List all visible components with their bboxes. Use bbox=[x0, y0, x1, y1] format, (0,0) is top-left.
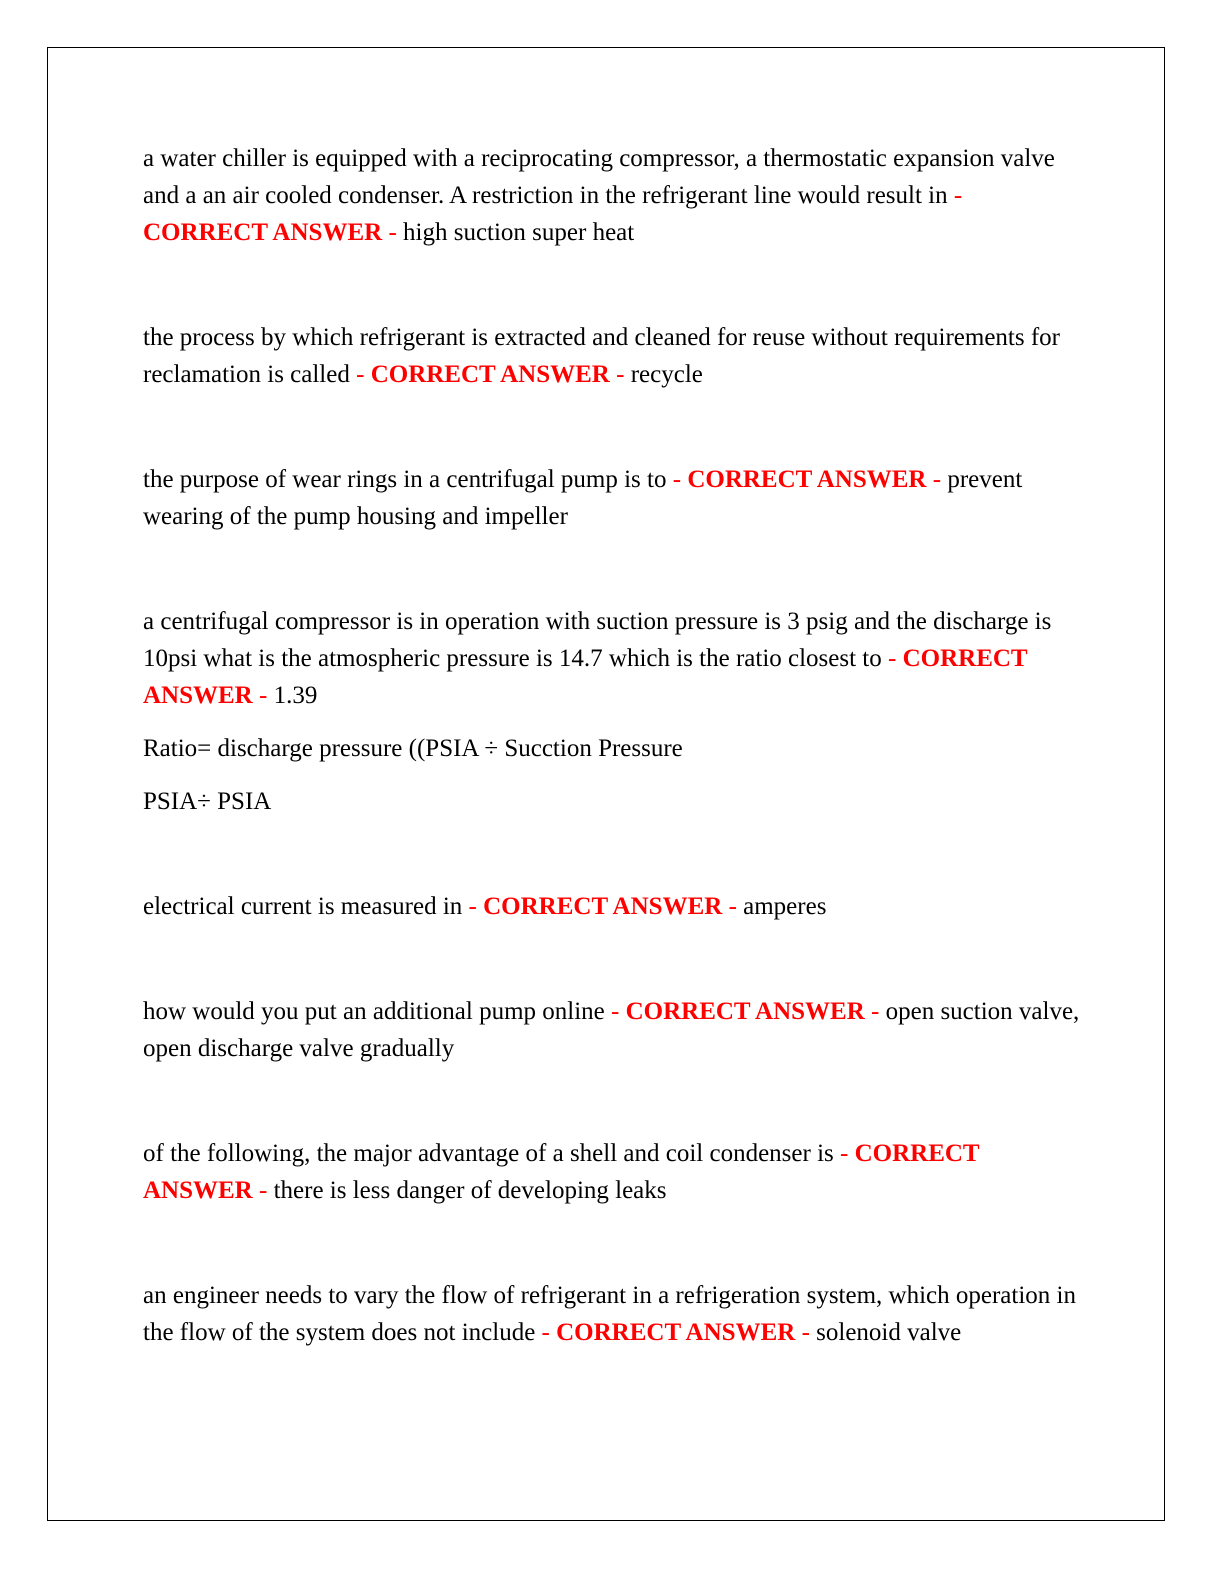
correct-answer-tag: - CORRECT ANSWER - bbox=[468, 893, 737, 920]
correct-answer-tag: - CORRECT ANSWER - bbox=[672, 466, 942, 493]
qa-item bbox=[143, 993, 1083, 1067]
qa-item bbox=[143, 1135, 1083, 1209]
qa-item bbox=[143, 1277, 1083, 1351]
answer-text: amperes bbox=[743, 893, 827, 920]
question-text: how would you put an additional pump online bbox=[143, 998, 605, 1025]
qa-item bbox=[143, 319, 1083, 393]
correct-answer-tag: - CORRECT ANSWER - bbox=[611, 998, 880, 1025]
correct-answer-tag: - CORRECT ANSWER - bbox=[541, 1319, 810, 1346]
correct-answer-tag: - CORRECT ANSWER - bbox=[143, 182, 963, 246]
question-text: electrical current is measured in bbox=[143, 893, 463, 920]
formula-note: Ratio= discharge pressure ((PSIA ÷ Sucction Pressure bbox=[143, 735, 683, 762]
answer-text: solenoid valve bbox=[816, 1319, 962, 1346]
question-text: a water chiller is equipped with a reciprocating compressor, a thermostatic expansion valve and a an air cooled condenser. A restriction in the refrigerant line would result in bbox=[143, 145, 1055, 209]
qa-item bbox=[143, 461, 1083, 535]
answer-text: there is less danger of developing leaks bbox=[273, 1177, 667, 1204]
question-text: an engineer needs to vary the flow of refrigerant in a refrigeration system, which operation in the flow of the system does not include bbox=[143, 1282, 1076, 1346]
answer-text: prevent wearing of the pump housing and impeller bbox=[143, 466, 1023, 530]
question-text: of the following, the major advantage of a shell and coil condenser is bbox=[143, 1140, 834, 1167]
question-text: the purpose of wear rings in a centrifugal pump is to bbox=[143, 466, 667, 493]
answer-text: recycle bbox=[630, 361, 703, 388]
qa-item bbox=[143, 140, 1083, 251]
answer-text: open suction valve, open discharge valve gradually bbox=[143, 998, 1080, 1062]
qa-item bbox=[143, 888, 1083, 925]
answer-text: 1.39 bbox=[273, 682, 318, 709]
document-body bbox=[143, 140, 1083, 1351]
formula-note: PSIA÷ PSIA bbox=[143, 788, 272, 815]
correct-answer-tag: - CORRECT ANSWER - bbox=[143, 645, 1028, 709]
question-text: the process by which refrigerant is extracted and cleaned for reuse without requirements for reclamation is called bbox=[143, 324, 1060, 388]
qa-item bbox=[143, 603, 1083, 714]
question-text: a centrifugal compressor is in operation with suction pressure is 3 psig and the discharge is 10psi what is the atmospheric pressure is 14.7 which is the ratio closest to bbox=[143, 608, 1052, 672]
correct-answer-tag: - CORRECT ANSWER - bbox=[143, 1140, 980, 1204]
answer-text: high suction super heat bbox=[403, 219, 635, 246]
correct-answer-tag: - CORRECT ANSWER - bbox=[356, 361, 625, 388]
